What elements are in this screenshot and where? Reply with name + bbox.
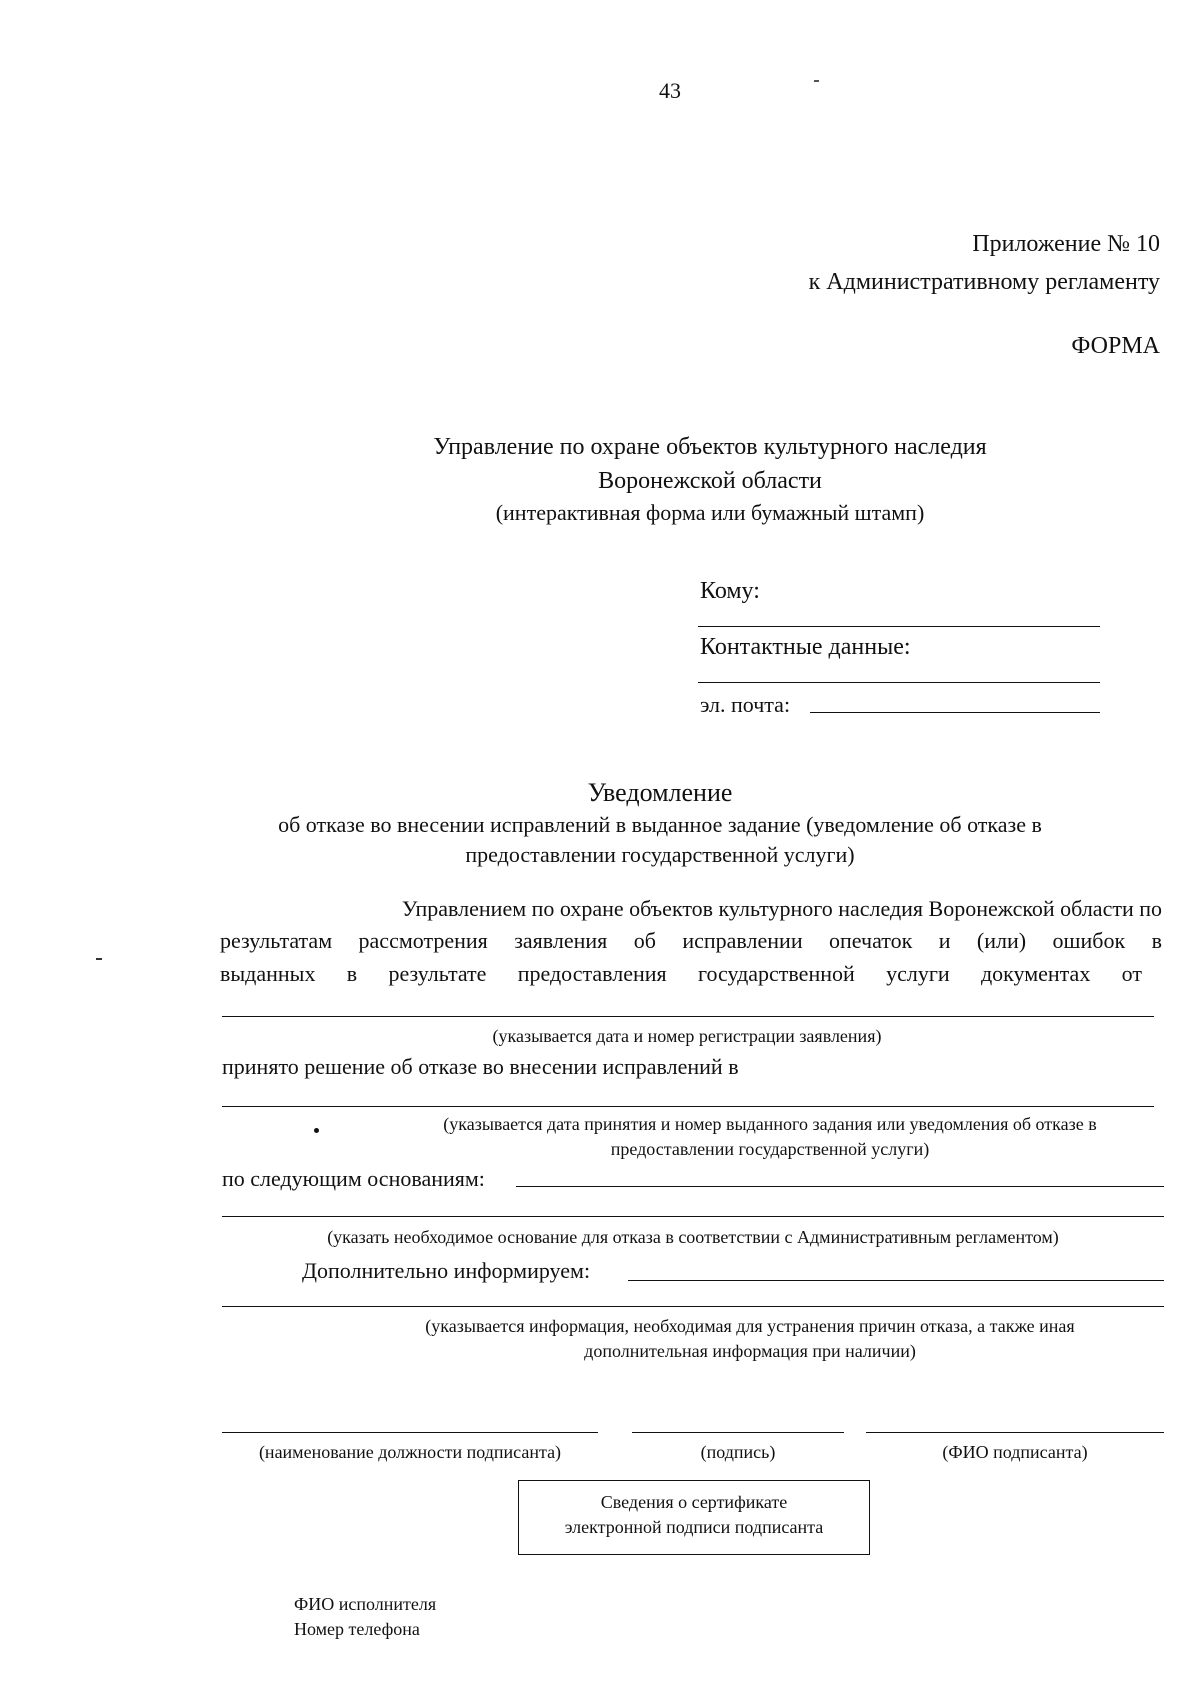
recipient-to-label: Кому: (700, 578, 760, 604)
body-word: в (346, 961, 358, 986)
grounds-field[interactable] (516, 1186, 1164, 1187)
decision-text: принято решение об отказе во внесении исправлений в (222, 1054, 739, 1079)
additional-label: Дополнительно информируем: (302, 1258, 591, 1283)
body-line-1: Управлением по охране объектов культурного наследия Воронежской области по (401, 896, 1162, 921)
certificate-line-1: Сведения о сертификате (600, 1492, 788, 1512)
hint-additional-line-1: (указывается информация, необходимая для устранения причин отказа, а также иная (425, 1316, 1075, 1336)
body-word: и (938, 928, 951, 953)
body-line-3 (220, 961, 1142, 987)
body-word: документах (980, 961, 1091, 986)
body-word: государственной (697, 961, 855, 986)
body-word: исправлении (682, 928, 803, 953)
body-word: услуги (886, 961, 950, 986)
scan-mark (96, 958, 102, 960)
notice-subtitle-line-1: об отказе во внесении исправлений в выданное задание (уведомление об отказе в (278, 812, 1042, 837)
position-label: (наименование должности подписанта) (258, 1442, 562, 1462)
body-word: рассмотрения (358, 928, 488, 953)
body-word: результате (388, 961, 487, 986)
email-field[interactable] (810, 712, 1100, 713)
body-word: выданных (220, 961, 316, 986)
executor-name-label: ФИО исполнителя (294, 1594, 437, 1614)
position-field[interactable] (222, 1432, 598, 1433)
additional-field[interactable] (628, 1280, 1164, 1281)
hint-task-line-2: предоставлении государственной услуги) (610, 1139, 930, 1159)
hint-task-line-1: (указывается дата принятия и номер выданного задания или уведомления об отказе в (443, 1114, 1097, 1134)
authority-line-2: Воронежской области (598, 468, 822, 494)
appendix-reference: к Административному регламенту (808, 269, 1160, 295)
body-word: предоставления (517, 961, 667, 986)
page-number: 43 (659, 78, 681, 103)
signer-name-field[interactable] (866, 1432, 1164, 1433)
certificate-box (518, 1480, 870, 1555)
body-word: от (1121, 961, 1142, 986)
body-word: об (633, 928, 656, 953)
grounds-field-2[interactable] (222, 1216, 1164, 1217)
signer-name-label: (ФИО подписанта) (942, 1442, 1088, 1462)
notice-title: Уведомление (587, 778, 733, 807)
signature-field[interactable] (632, 1432, 844, 1433)
hint-grounds: (указать необходимое основание для отказа в соответствии с Административным регламентом) (327, 1227, 1059, 1247)
grounds-label: по следующим основаниям: (222, 1166, 485, 1191)
form-label: ФОРМА (1071, 333, 1160, 359)
scan-mark (814, 80, 819, 82)
hint-additional-line-2: дополнительная информация при наличии) (584, 1341, 916, 1361)
email-label: эл. почта: (700, 692, 791, 717)
signature-label: (подпись) (700, 1442, 776, 1462)
bullet-dot (314, 1128, 319, 1133)
application-date-field[interactable] (222, 1016, 1154, 1017)
certificate-line-2: электронной подписи подписанта (564, 1517, 824, 1537)
body-line-2 (220, 928, 1162, 954)
recipient-to-field[interactable] (698, 626, 1100, 627)
task-date-field[interactable] (222, 1106, 1154, 1107)
contacts-field[interactable] (698, 682, 1100, 683)
body-word: ошибок (1052, 928, 1126, 953)
authority-note: (интерактивная форма или бумажный штамп) (495, 500, 925, 525)
body-word: (или) (976, 928, 1027, 953)
appendix-number: Приложение № 10 (972, 231, 1160, 257)
executor-phone-label: Номер телефона (294, 1619, 420, 1639)
additional-field-2[interactable] (222, 1306, 1164, 1307)
authority-line-1: Управление по охране объектов культурного наследия (433, 434, 987, 460)
body-word: в (1151, 928, 1162, 953)
body-word: опечаток (829, 928, 913, 953)
body-word: заявления (514, 928, 608, 953)
body-word: результатам (220, 928, 333, 953)
contacts-label: Контактные данные: (700, 634, 911, 660)
hint-application: (указывается дата и номер регистрации заявления) (492, 1026, 882, 1046)
notice-subtitle-line-2: предоставлении государственной услуги) (465, 842, 855, 867)
